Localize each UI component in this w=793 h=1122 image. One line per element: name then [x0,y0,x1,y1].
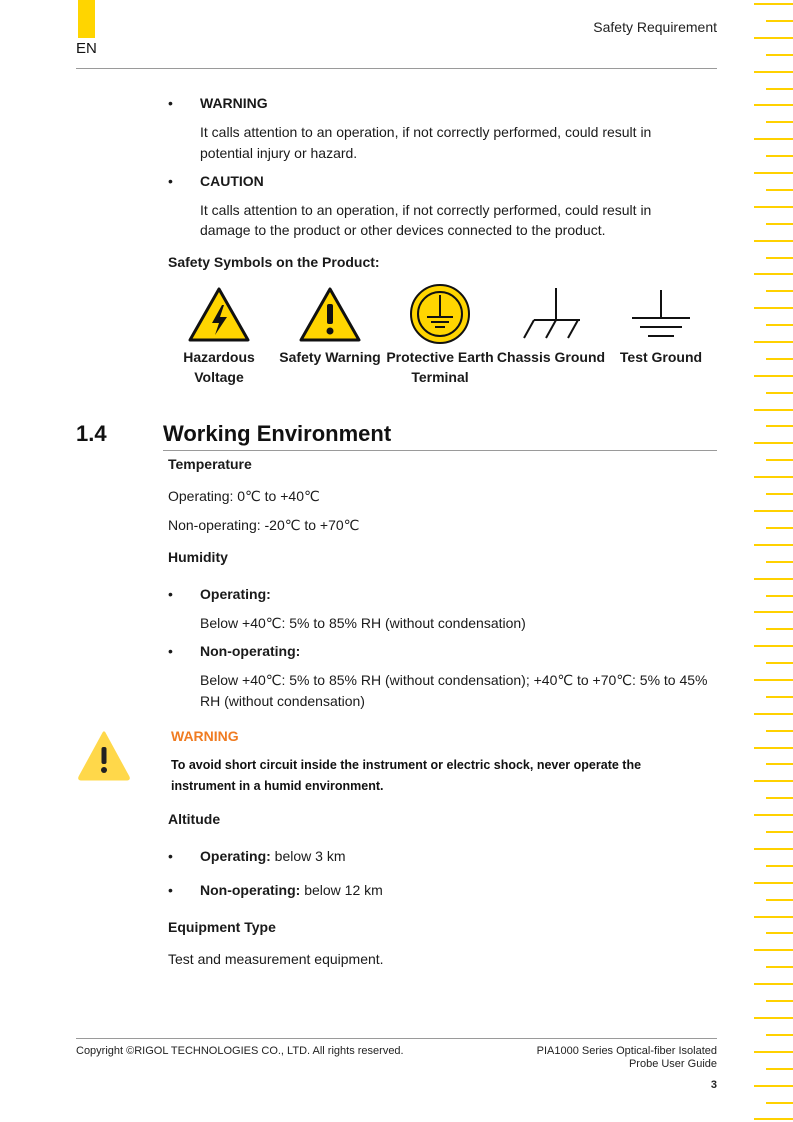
equipment-type-text: Test and measurement equipment. [168,951,384,967]
ruler-tick [754,916,793,918]
ruler-tick [766,459,793,461]
ruler-tick [766,561,793,563]
warning-body [171,755,691,797]
altitude-operating-value: below 3 km [270,848,346,864]
notice-caution-label: CAUTION [200,173,264,189]
equipment-type-heading: Equipment Type [168,919,276,935]
hazardous-voltage-icon [188,287,250,343]
humidity-non-operating-line2: RH (without condensation) [200,693,365,709]
footer-guide-title-line1: PIA1000 Series Optical-fiber Isolated [536,1045,717,1057]
ruler-tick [754,409,793,411]
ruler-tick [754,578,793,580]
ruler-tick [766,730,793,732]
ruler-tick [754,341,793,343]
notice-warning-label: WARNING [200,95,268,111]
ruler-tick [766,899,793,901]
humidity-operating-text: Below +40℃: 5% to 85% RH (without condensation) [200,615,526,631]
warning-title: WARNING [171,728,239,744]
test-ground-icon [630,288,692,344]
humidity-heading: Humidity [168,549,228,565]
bullet-marker: • [168,586,173,602]
humidity-non-operating-label: Non-operating: [200,643,301,659]
ruler-tick [766,121,793,123]
ruler-tick [766,763,793,765]
ruler-tick [754,307,793,309]
ruler-tick [766,1034,793,1036]
section-number: 1.4 [76,421,107,446]
ruler-tick [754,1017,793,1019]
ruler-tick [754,814,793,816]
notice-caution-text-line2: damage to the product or other devices connected to the product. [200,222,606,238]
footer-guide-title-line2: Probe User Guide [628,1058,717,1070]
ruler-tick [754,949,793,951]
ruler-tick [766,1000,793,1002]
warning-body-line2: instrument in a humid environment. [171,779,384,793]
ruler-tick [766,155,793,157]
ruler-tick [766,966,793,968]
ruler-tick [754,37,793,39]
ruler-tick [754,747,793,749]
ruler-tick [754,713,793,715]
footer-guide-title [537,1045,717,1071]
ruler-tick [754,206,793,208]
humidity-operating-label: Operating: [200,586,271,602]
ruler-tick [766,324,793,326]
temperature-non-operating: Non-operating: -20℃ to +70℃ [168,517,360,533]
ruler-tick [766,932,793,934]
altitude-heading: Altitude [168,811,221,827]
ruler-tick [754,375,793,377]
ruler-tick [754,172,793,174]
language-tab-marker [78,0,95,38]
ruler-tick [754,240,793,242]
symbol-label-protective-earth: Protective Earth Terminal [386,349,494,385]
ruler-tick [766,20,793,22]
ruler-tick [754,1051,793,1053]
bullet-marker: • [168,882,173,898]
altitude-non-operating-label: Non-operating: [200,882,301,898]
ruler-tick [754,3,793,5]
ruler-tick [766,662,793,664]
altitude-operating-label: Operating: [200,848,271,864]
ruler-tick [754,71,793,73]
ruler-tick [766,392,793,394]
ruler-tick [766,88,793,90]
notice-warning-text-line1: It calls attention to an operation, if not correctly performed, could result in [200,124,652,140]
ruler-tick [766,865,793,867]
ruler-tick [766,290,793,292]
footer-divider [76,1038,717,1039]
symbol-label-safety-warning: Safety Warning [279,349,381,365]
ruler-tick [766,425,793,427]
ruler-tick [766,493,793,495]
header-divider [76,68,717,69]
page-number: 3 [710,1079,717,1091]
symbol-label-hazardous-voltage: Hazardous Voltage [183,349,255,385]
symbol-label-test-ground: Test Ground [619,349,703,365]
footer-copyright: Copyright ©RIGOL TECHNOLOGIES CO., LTD. All rights reserved. [76,1045,404,1057]
temperature-operating: Operating: 0℃ to +40℃ [168,488,320,504]
ruler-tick [766,54,793,56]
ruler-tick [766,1068,793,1070]
bullet-marker: • [168,848,173,864]
ruler-tick [754,645,793,647]
ruler-tick [766,358,793,360]
symbol-label-chassis-ground: Chassis Ground [496,349,606,365]
running-header-title: Safety Requirement [593,19,717,35]
ruler-tick [754,476,793,478]
ruler-tick [766,696,793,698]
ruler-tick [754,1085,793,1087]
ruler-tick [766,527,793,529]
ruler-tick [754,138,793,140]
ruler-tick [754,611,793,613]
ruler-tick [766,223,793,225]
ruler-tick [754,273,793,275]
safety-symbols-heading: Safety Symbols on the Product: [168,254,380,270]
ruler-tick [766,257,793,259]
section-title: Working Environment [163,421,392,446]
ruler-tick [754,442,793,444]
ruler-tick [754,848,793,850]
altitude-operating [200,846,345,867]
chassis-ground-icon [520,286,584,344]
bullet-marker: • [168,643,173,659]
ruler-tick [754,544,793,546]
ruler-tick [766,797,793,799]
protective-earth-icon [409,283,471,345]
notice-warning-text-line2: potential injury or hazard. [200,145,358,161]
altitude-non-operating-value: below 12 km [300,882,383,898]
ruler-tick [754,104,793,106]
humidity-non-operating-line1: Below +40℃: 5% to 85% RH (without condensation); +40℃ to +70℃: 5% to 45% [200,672,708,688]
notice-caution-text-line1: It calls attention to an operation, if not correctly performed, could result in [200,202,652,218]
section-divider [163,450,717,451]
temperature-heading: Temperature [168,456,252,472]
bullet-marker: • [168,95,173,111]
ruler-tick [754,983,793,985]
altitude-non-operating [200,880,383,901]
ruler-tick [766,595,793,597]
ruler-tick [754,780,793,782]
warning-triangle-icon [77,730,131,782]
language-label: EN [76,40,97,57]
ruler-tick [754,882,793,884]
ruler-tick [754,679,793,681]
ruler-tick [754,1118,793,1120]
ruler-tick [754,510,793,512]
page-edge-ruler [754,0,793,1122]
ruler-tick [766,189,793,191]
bullet-marker: • [168,173,173,189]
ruler-tick [766,1102,793,1104]
ruler-tick [766,831,793,833]
safety-warning-icon [299,287,361,343]
warning-body-line1: To avoid short circuit inside the instrument or electric shock, never operate the [171,758,642,772]
ruler-tick [766,628,793,630]
